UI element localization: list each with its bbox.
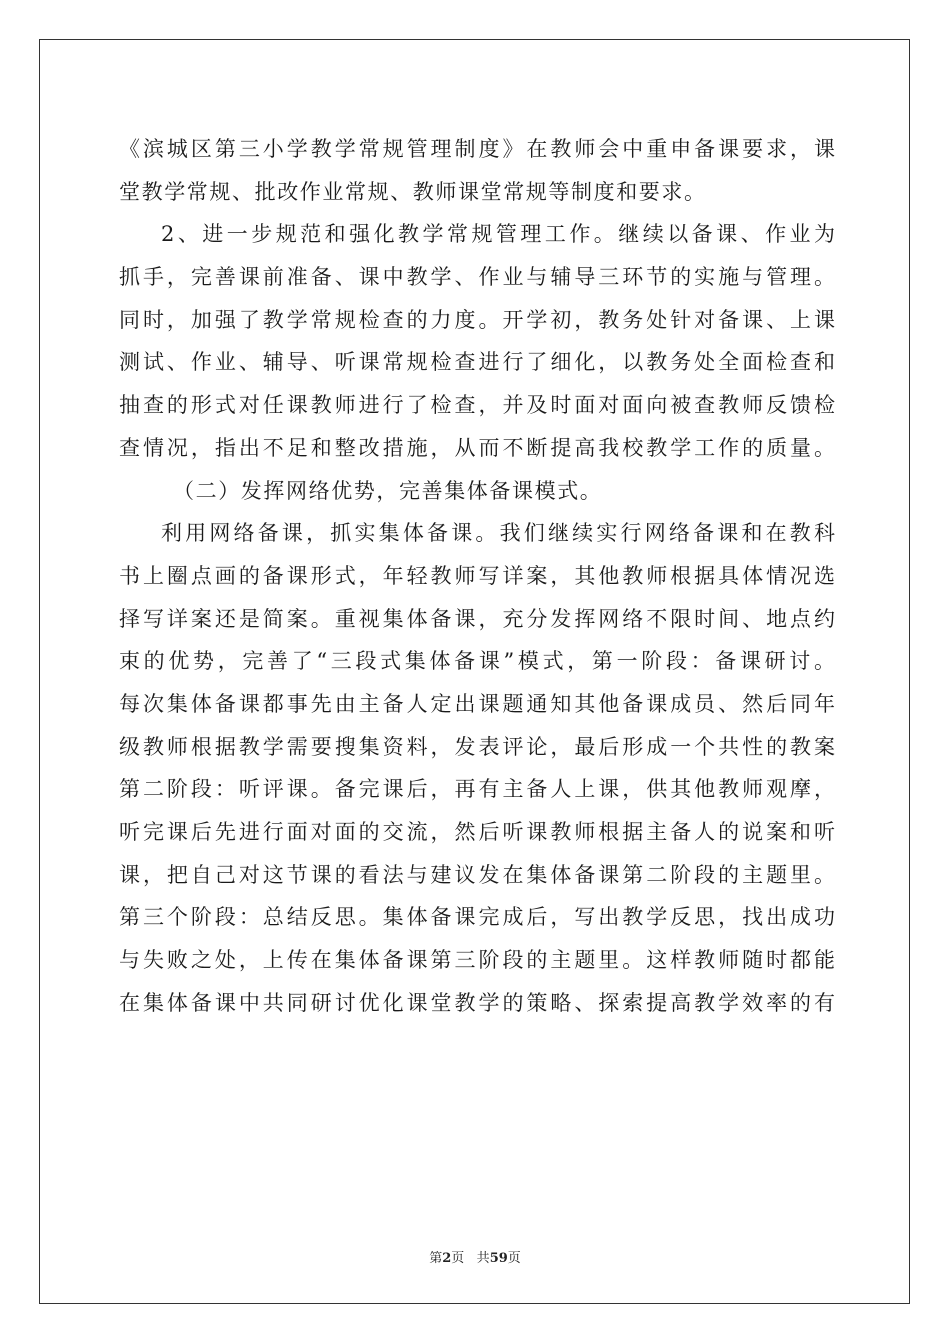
text-line: 利用网络备课，抓实集体备课。我们继续实行网络备课和在教科 [161,521,835,546]
text-line: 听完课后先进行面对面的交流，然后听课教师根据主备人的说案和听 [119,820,835,844]
page-footer [0,1247,950,1266]
text-line: 查情况，指出不足和整改措施，从而不断提高我校教学工作的质量。 [119,435,835,460]
document-body [119,128,835,1024]
text-line: 抽查的形式对任课教师进行了检查，并及时面对面向被查教师反馈检 [119,393,835,418]
text-line: 《滨城区第三小学教学常规管理制度》在教师会中重申备课要求，课 [119,137,835,161]
text-line: 与失败之处，上传在集体备课第三阶段的主题里。这样教师随时都能 [119,948,835,973]
text-line: 堂教学常规、批改作业常规、教师课堂常规等制度和要求。 [119,179,707,204]
text-line: 2、进一步规范和强化教学常规管理工作。继续以备课、作业为 [161,222,835,247]
text-line: 书上圈点画的备课形式，年轻教师写详案，其他教师根据具体情况选 [119,563,835,588]
text-line: 课，把自己对这节课的看法与建议发在集体备课第二阶段的主题里。 [119,862,835,887]
text-line: 第三个阶段：总结反思。集体备课完成后，写出教学反思，找出成功 [119,905,835,930]
text-line: 第二阶段：听评课。备完课后，再有主备人上课，供其他教师观摩， [119,777,835,802]
text-line: 在集体备课中共同研讨优化课堂教学的策略、探索提高教学效率的有 [119,990,835,1015]
text-line: 抓手，完善课前准备、课中教学、作业与辅导三环节的实施与管理。 [119,265,835,290]
total-page-count: 59 [489,1251,508,1266]
text-line: 束的优势，完善了“三段式集体备课”模式，第一阶段：备课研讨。 [119,649,835,674]
footer-total-prefix: 共 [476,1251,490,1266]
section-heading: （二）发挥网络优势，完善集体备课模式。 [173,478,603,503]
text-line: 每次集体备课都事先由主备人定出课题通知其他备课成员、然后同年 [119,691,835,716]
text-line: 测试、作业、辅导、听课常规检查进行了细化，以教务处全面检查和 [119,350,835,375]
footer-prefix: 第 [429,1251,443,1266]
text-line: 同时，加强了教学常规检查的力度。开学初，教务处针对备课、上课 [119,307,835,332]
text-line: 级教师根据教学需要搜集资料，发表评论，最后形成一个共性的教案 [119,734,835,759]
footer-total-suffix: 页 [507,1251,521,1266]
current-page-number: 2 [442,1251,452,1266]
text-line: 择写详案还是简案。重视集体备课，充分发挥网络不限时间、地点约 [119,606,835,631]
footer-page-suffix: 页 [451,1251,465,1266]
